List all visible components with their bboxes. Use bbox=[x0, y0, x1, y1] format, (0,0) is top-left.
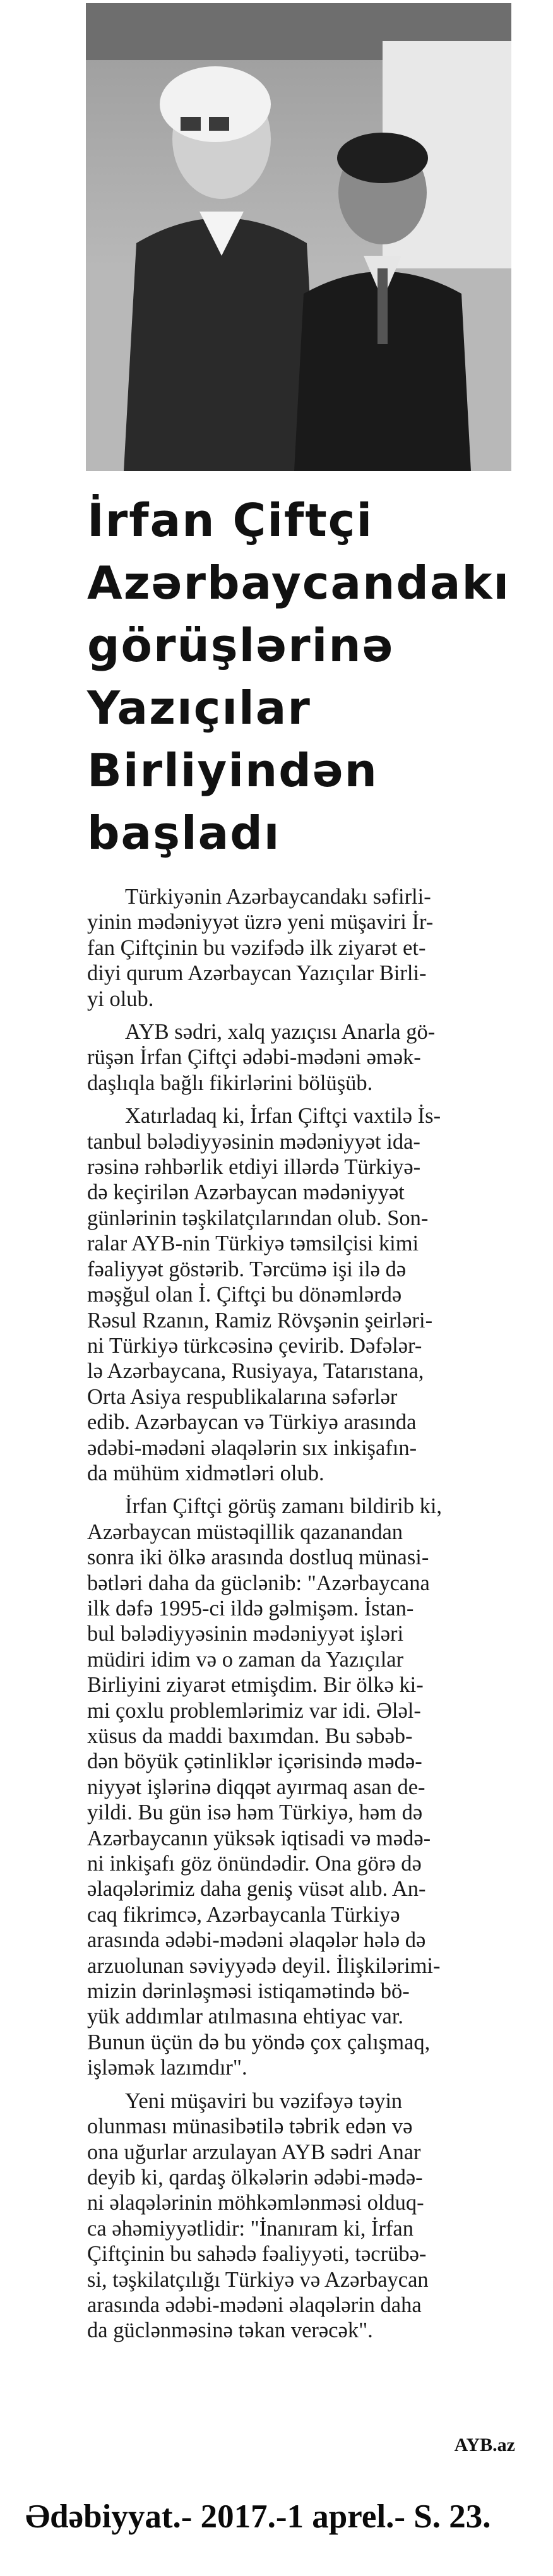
article-paragraph: Xatırladaq ki, İrfan Çiftçi vaxtilə İs- tanbul bələdiyyəsinin mədəniyyət ida- rəsinə rəhbərlik etdiyi illərdə Türkiyə- də keçirilən Azərbaycan mədəniyyət günlərinin təşkilatçılarından olub. Son- ralar AYB-nin Türkiyə təmsilçisi kimi fəaliyyət göstərib. Tərcümə işi ilə də məşğul olan İ. Çiftçi bu dönəmlərdə Rəsul Rzanın, Ramiz Rövşənin şeirləri- ni Türkiyə türkcəsinə çevirib. Dəfələr- lə Azərbaycana, Rusiyaya, Tatarıstana, Orta Asiya respublikalarına səfərlər edib. Azərbaycan və Türkiyə arasında ədəbi-mədəni əlaqələrin sıx inkişafın- da mühüm xidmətləri olub. bbox=[87, 1104, 441, 1485]
headline-line: Yazıçılar bbox=[87, 681, 311, 734]
article-body bbox=[87, 884, 516, 2351]
article-paragraph: İrfan Çiftçi görüş zamanı bildirib ki, Azərbaycan müstəqillik qazanandan sonra iki ölkə arasında dostluq münasi- bətləri daha da güclənib: "Azərbaycana ilk dəfə 1995-ci ildə gəlmişəm. İstan- bul bələdiyyəsinin mədəniyyət işləri müdiri idim və o zaman da Yazıçılar Birliyini ziyarət etmişdim. Bir ölkə ki- mi çoxlu problemlərimiz var idi. Ələl- xüsus da maddi baxımdan. Bu səbəb- dən böyük çətinliklər içərisində mədə- niyyət işlərinə diqqət ayırmaq asan de- yildi. Bu gün isə həm Türkiyə, həm də Azərbaycanın yüksək iqtisadi və mədə- ni inkişafı göz önündədir. Ona görə də əlaqələrimiz daha geniş vüsət alıb. An- caq fikrimcə, Azərbaycanla Türkiyə arasında ədəbi-mədəni əlaqələr hələ də arzuolunan səviyyədə deyil. İlişkilərimi- mizin dərinləşməsi istiqamətində bö- yük addımlar atılmasına ehtiyac var. Bunun üçün də bu yöndə çox çalışmaq, işləmək lazımdır". bbox=[87, 1494, 443, 2080]
article-headline bbox=[87, 489, 529, 865]
article-paragraph: Yeni müşaviri bu vəzifəyə təyin olunması münasibətilə təbrik edən və ona uğurlar arzulayan AYB sədri Anar deyib ki, qardaş ölkələrin ədəbi-mədə- ni əlaqələrinin möhkəmlənməsi olduq- ca əhəmiyyətlidir: "İnanıram ki, İrfan Çiftçinin bu sahədə fəaliyyəti, təcrübə- si, təşkilatçılığı Türkiyə və Azərbaycan arasında ədəbi-mədəni əlaqələrin daha da güclənməsinə təkan verəcək". bbox=[87, 2088, 429, 2343]
headline-line: görüşlərinə bbox=[87, 619, 395, 672]
headline-line: Azərbaycandakı bbox=[87, 556, 511, 609]
headline-line: başladı bbox=[87, 806, 281, 860]
headline-line: İrfan Çiftçi bbox=[87, 494, 374, 547]
source-citation: Ədəbiyyat.- 2017.-1 aprel.- S. 23. bbox=[25, 2498, 491, 2535]
article-paragraph: Türkiyənin Azərbaycandakı səfirli- yinin mədəniyyət üzrə yeni müşaviri İr- fan Çiftçinin bu vəzifədə ilk ziyarət et- diyi qurum Azərbaycan Yazıçılar Birli- yi olub. bbox=[87, 885, 434, 1011]
article-photo bbox=[86, 3, 511, 471]
photo-illustration bbox=[86, 3, 511, 471]
headline-line: Birliyindən bbox=[87, 744, 378, 797]
article-paragraph: AYB sədri, xalq yazıçısı Anarla gö- rüşən İrfan Çiftçi ədəbi-mədəni əmək- daşlıqla bağlı fikirlərini bölüşüb. bbox=[87, 1020, 436, 1095]
article-signature: AYB.az bbox=[454, 2435, 515, 2455]
